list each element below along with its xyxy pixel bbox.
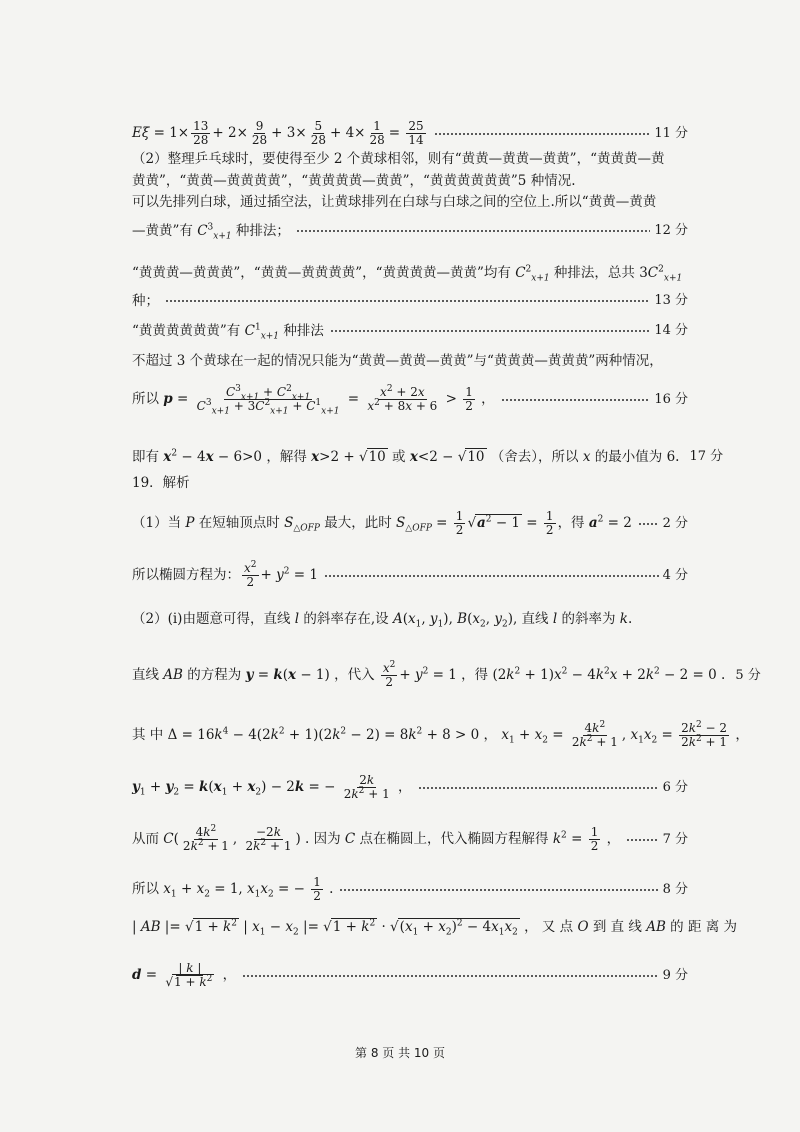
- line-13: [132, 292, 688, 310]
- score-12: 12 分: [654, 223, 688, 238]
- line-text-3: 可以先排列白球，通过插空法，让黄球排列在白球与白球之间的空位上.所以“黄黄—黄黄: [132, 194, 657, 210]
- line-text-5: “黄黄黄—黄黄黄”，“黄黄—黄黄黄黄”，“黄黄黄黄—黄黄”均有 $C^2_{x+1}$ 种排法，总共 $3C^2_{x+1}$: [132, 264, 683, 284]
- score-14: 14 分: [654, 323, 688, 338]
- score-5: 5 分: [735, 667, 761, 683]
- score-6: 6 分: [662, 779, 688, 795]
- score-9: 9 分: [662, 967, 688, 983]
- score-4: 4 分: [662, 567, 688, 583]
- line-ab-length: | AB |= $√1 + k^2$ | $x_1 - x_2$ |= $√1 + k^2 \cdot √(x_1 + x_2)^2 - 4x_1x_2$ ， 又 点 O 到 直 线 AB 的 距 离 为: [132, 918, 738, 938]
- line-7pt: 从而 C( $\frac{4k^2}{2k^2 + 1}$ , $\frac{-2k}{2k^2 + 1}$ ) . 因为 C 点在椭圆上，代入椭圆方程解得 $k^2$ = $\frac{1}{2}$ ， 7 分: [132, 824, 688, 853]
- section-19-heading: 19．解析: [132, 475, 190, 491]
- page-footer: 第 8 页 共 10 页: [355, 1046, 445, 1060]
- line-12: —黄黄”有 $C^3_{x+1}$ 种排法； 12 分: [132, 222, 688, 242]
- score-7: 7 分: [662, 831, 688, 847]
- text-13: 种；: [132, 293, 159, 309]
- score-17: 17 分: [689, 449, 724, 464]
- line-8pt: 所以 $x_1 + x_2 = 1$, $x_1x_2$ = − $\frac{1}{2}$ . 8 分: [132, 875, 688, 903]
- line-17: 即有 $x^2 - 4x - 6>0$ ，解得 x>2 + √10 或 x<2 − √10 （舍去），所以 x 的最小值为 6. 17 分: [132, 448, 724, 465]
- line-6pt: $y_1 + y_2 = k(x_1 + x_2) - 2k$ = − $\frac{2k}{2k^2 + 1}$ ， 6 分: [132, 773, 688, 801]
- line-discriminant: 其 中 $\Delta = 16k^4 - 4(2k^2 + 1)(2k^2 - 2) = 8k^2 + 8 > 0$ ， $x_1 + x_2$ = $\frac{4k^2}{2k^2 + 1}$ , $x_1x_2$ = $\frac{2k^2 - 2}{2k^2 + 1}$ ，: [132, 720, 749, 749]
- line-16: 所以 p = $\frac{C^3_{x+1} + C^2_{x+1}}{C^3_{x+1} + 3C^2_{x+1} + C^1_{x+1}}$ = $\frac{x^2 + 2x}{x^2 + 8x + 6}$ > $\frac{1}{2}$ ， 16 分: [132, 384, 688, 417]
- line-5pt: 直线 AB 的方程为 y = k(x − 1) ，代入 $\frac{x^2}{2}$ + $y^2 = 1$ ，得 $(2k^2 + 1)x^2 - 4k^2x + 2k^2 - 2 = 0$ . 5 分: [132, 660, 761, 689]
- line-9pt: d = $\frac{| k |}{√1 + k^2}$ ， 9 分: [132, 961, 688, 989]
- line-text-14: （2）(i)由题意可得，直线 l 的斜率存在,设 $A(x_1$, $y_1$), $B(x_2$, $y_2$), 直线 l 的斜率为 k.: [132, 611, 633, 630]
- score-13: 13 分: [654, 293, 688, 308]
- score-16: 16 分: [654, 391, 688, 407]
- score-2: 2 分: [662, 515, 688, 531]
- line-text-1: （2）整理乒乓球时，要使得至少 2 个黄球相邻，则有“黄黄—黄黄—黄黄”，“黄黄黄—黄: [132, 151, 665, 167]
- line-4pt: 所以椭圆方程为： $\frac{x^2}{2}$ + $y^2 = 1$ 4 分: [132, 560, 688, 589]
- line-expectation: Eξ = 1× $\frac{13}{28}$ + 2× $\frac{9}{28}$ + 3× $\frac{5}{28}$ + 4× $\frac{1}{28}$ = $\frac{25}{14}$ 11 分: [132, 119, 688, 147]
- score-8: 8 分: [662, 881, 688, 897]
- line-text-2: 黄黄”，“黄黄—黄黄黄黄”，“黄黄黄黄—黄黄”，“黄黄黄黄黄黄”5 种情况.: [132, 173, 576, 189]
- line-14: “黄黄黄黄黄黄”有 $C^1_{x+1}$ 种排法 14 分: [132, 322, 688, 342]
- line-text-8: 不超过 3 个黄球在一起的情况只能为“黄黄—黄黄—黄黄”与“黄黄黄—黄黄黄”两种情况，: [132, 353, 663, 369]
- score-11: 11 分: [654, 125, 688, 141]
- line-2pt: （1）当 P 在短轴顶点时 $S_{\triangle OFP}$ 最大，此时 $S_{\triangle OFP}$ = $\frac{1}{2}$ $√a^2 - 1$ = $\frac{1}{2}$ ，得 $a^2 = 2$ 2 分: [132, 509, 688, 537]
